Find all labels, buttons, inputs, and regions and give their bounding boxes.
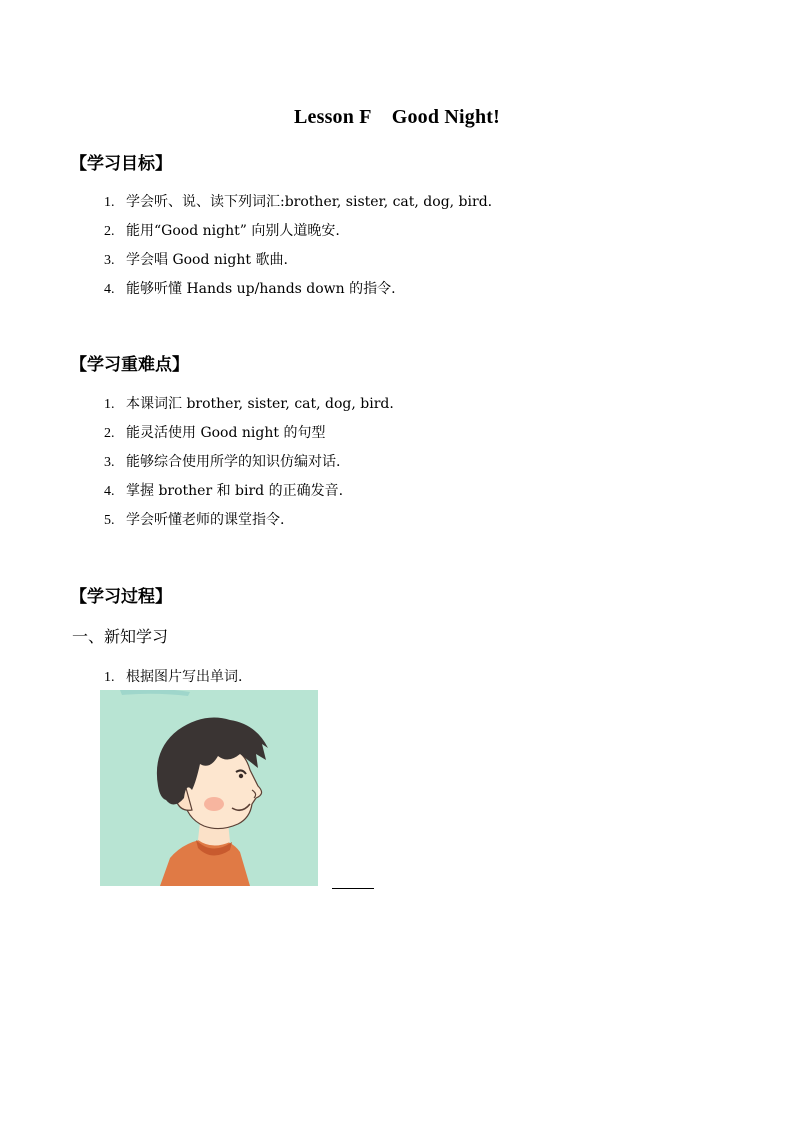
key-point-item: 2. 能灵活使用 Good night 的句型 [104, 425, 326, 441]
lesson-name: Good Night! [391, 106, 501, 128]
objective-item: 1. 学会听、说、读下列词汇:brother, sister, cat, dog, bird. [104, 194, 493, 210]
section-heading-process: 【学习过程】 [70, 587, 172, 607]
page-title [0, 106, 794, 129]
objective-item: 3. 学会唱 Good night 歌曲. [104, 252, 288, 268]
lesson-label: Lesson F [293, 106, 372, 128]
section-heading-key-points: 【学习重难点】 [70, 355, 189, 375]
task-item: 1. 根据图片写出单词. [104, 669, 243, 685]
objective-item: 4. 能够听懂 Hands up/hands down 的指令. [104, 281, 396, 297]
answer-blank[interactable] [332, 888, 374, 889]
section-heading-objectives: 【学习目标】 [70, 154, 172, 174]
objective-item: 2. 能用“Good night” 向别人道晚安. [104, 223, 340, 239]
key-point-item: 4. 掌握 brother 和 bird 的正确发音. [104, 483, 344, 499]
key-point-item: 3. 能够综合使用所学的知识仿编对话. [104, 454, 341, 470]
key-point-item: 5. 学会听懂老师的课堂指令. [104, 512, 285, 528]
key-point-item: 1. 本课词汇 brother, sister, cat, dog, bird. [104, 396, 394, 412]
subsection-heading: 一、新知学习 [72, 627, 169, 646]
boy-illustration [100, 690, 318, 886]
